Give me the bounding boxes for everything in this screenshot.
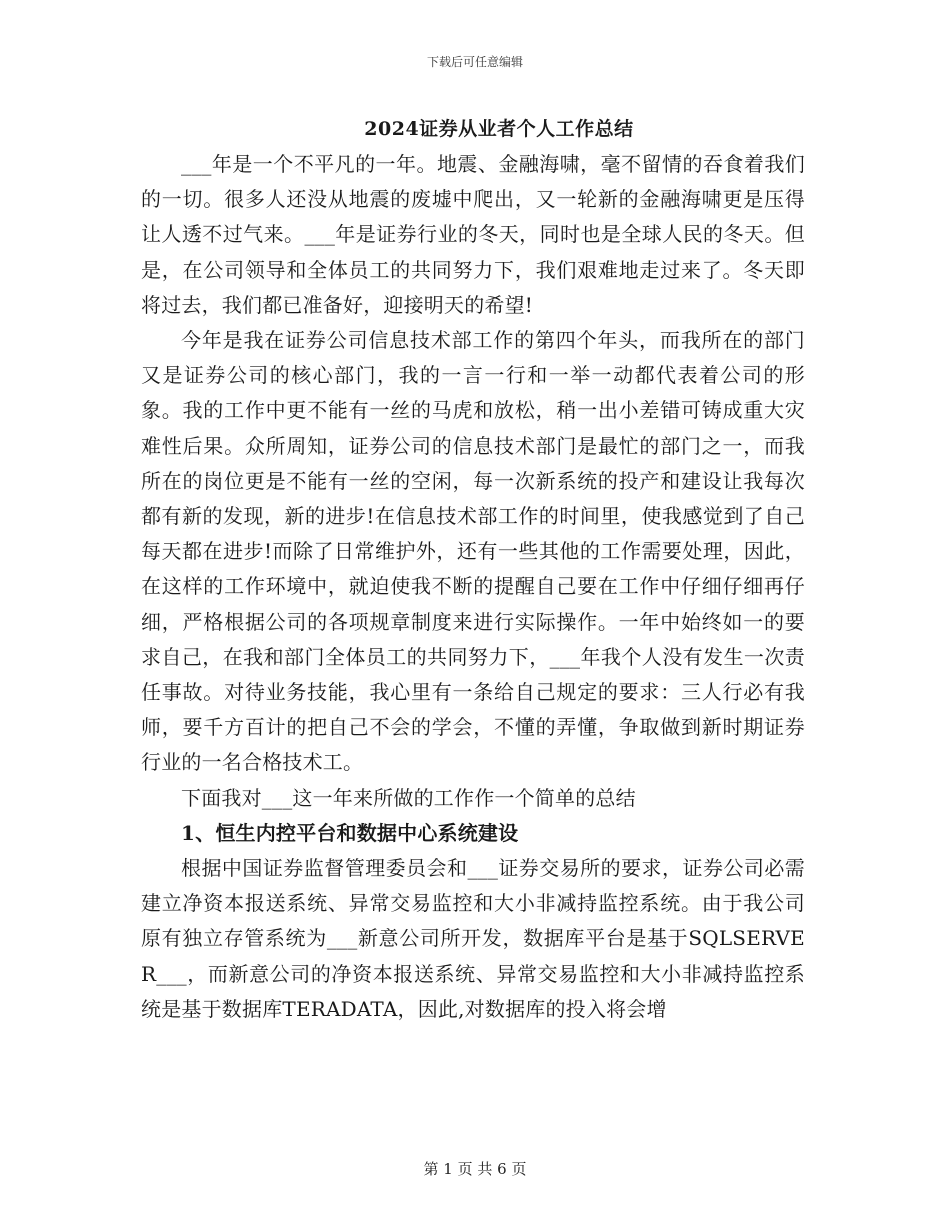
page-indicator: 第 1 页 共 6 页 xyxy=(423,1160,527,1178)
paragraph-section-1: 根据中国证券监督管理委员会和___证券交易所的要求，证券公司必需建立净资本报送系统、异常交易监控和大小非减持监控系统。由于我公司原有独立存管系统为___新意公司所开发，数据库平台是基于SQLSERVER___，而新意公司的净资本报送系统、异常交易监控和大小非减持监控系统是基于数据库TERADATA，因此,对数据库的投入将会增 xyxy=(141,856,805,1021)
section-heading: 1、恒生内控平台和数据中心系统建设 xyxy=(181,820,519,845)
header-note: 下载后可任意编辑 xyxy=(426,55,523,69)
paragraph-work: 今年是我在证券公司信息技术部工作的第四个年头，而我所在的部门又是证券公司的核心部门，我的一言一行和一举一动都代表着公司的形象。我的工作中更不能有一丝的马虎和放松，稍一出小差错可铸成重大灾难性后果。众所周知，证券公司的信息技术部门是最忙的部门之一，而我所在的岗位更是不能有一丝的空闲，每一次新系统的投产和建设让我每次都有新的发现，新的进步!在信息技术部工作的时间里，使我感觉到了自己每天都在进步!而除了日常维护外，还有一些其他的工作需要处理，因此，在这样的工作环境中，就迫使我不断的提醒自己要在工作中仔细仔细再仔细，严格根据公司的各项规章制度来进行实际操作。一年中始终如一的要求自己，在我和部门全体员工的共同努力下，___年我个人没有发生一次责任事故。对待业务技能，我心里有一条给自己规定的要求：三人行必有我师，要千方百计的把自己不会的学会，不懂的弄懂，争取做到新时期证券行业的一名合格技术工。 xyxy=(141,328,805,775)
document-body xyxy=(141,147,805,1027)
paragraph-intro: ___年是一个不平凡的一年。地震、金融海啸，毫不留情的吞食着我们的一切。很多人还没从地震的废墟中爬出，又一轮新的金融海啸更是压得让人透不过气来。___年是证券行业的冬天，同时也是全球人民的冬天。但是，在公司领导和全体员工的共同努力下，我们艰难地走过来了。冬天即将过去，我们都已准备好，迎接明天的希望! xyxy=(141,152,805,317)
paragraph-summary-lead: 下面我对___这一年来所做的工作作一个简单的总结 xyxy=(181,785,636,810)
document-title: 2024证券从业者个人工作总结 xyxy=(364,118,634,140)
